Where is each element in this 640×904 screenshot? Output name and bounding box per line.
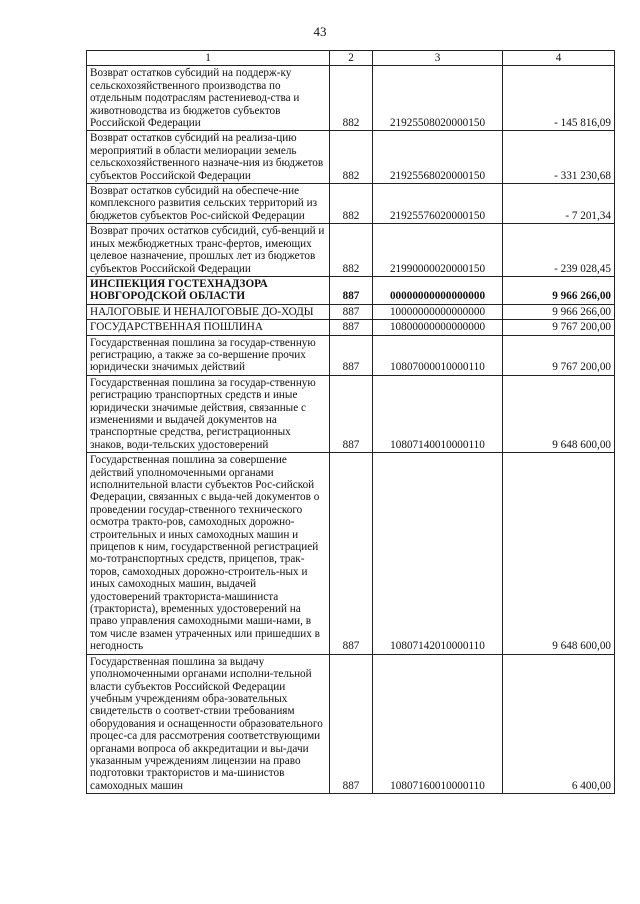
row-budget-code: 10807160010000110 [373,654,503,793]
row-budget-code: 00000000000000000 [373,276,503,304]
row-amount: - 145 816,09 [503,66,615,131]
row-admin-code: 887 [330,654,373,793]
row-budget-code: 10807142010000110 [373,453,503,655]
row-budget-code: 21990000020000150 [373,224,503,277]
table-row [87,654,615,793]
row-amount: 9 648 600,00 [503,453,615,655]
row-amount: 9 966 266,00 [503,304,615,319]
row-budget-code: 10000000000000000 [373,304,503,319]
table-row [87,320,615,335]
row-admin-code: 882 [330,131,373,184]
row-budget-code: 10807000010000110 [373,335,503,375]
table-row [87,184,615,224]
row-budget-code: 21925568020000150 [373,131,503,184]
row-admin-code: 887 [330,453,373,655]
row-name: Возврат остатков субсидий на реализа-цию мероприятий в области мелиорации земель сельскохозяйственного назначе-ния из бюджетов субъектов Российской Федерации [87,131,330,184]
row-name: Государственная пошлина за совершение действий уполномоченными органами исполнительной власти субъектов Рос-сийской Федерации, связанных с выда-чей документов о проведении государ-ственного технического осмотра тракто-ров, самоходных дорожно-строительных и иных самоходных машин и прицепов к ним, государственной регистрацией мо-тотранспортных средств, прицепов, трак-торов, самоходных дорожно-строитель-ных и иных самоходных машин, выдачей удостоверений тракториста-машиниста (тракториста), временных удостоверений на право управления самоходными маши-нами, в том числе взамен утраченных или пришедших в негодность [87,453,330,655]
row-admin-code: 887 [330,335,373,375]
row-amount: - 331 230,68 [503,131,615,184]
revenue-table [86,50,615,794]
table-row [87,453,615,655]
table-row [87,375,615,452]
row-admin-code: 882 [330,66,373,131]
row-name: Возврат прочих остатков субсидий, суб-венций и иных межбюджетных транс-фертов, имеющих целевое назначение, прошлых лет из бюджетов субъектов Российской Федерации [87,224,330,277]
row-name: НАЛОГОВЫЕ И НЕНАЛОГОВЫЕ ДО-ХОДЫ [87,304,330,319]
table-header-row [87,51,615,66]
header-col-2: 2 [330,51,373,66]
row-name: ИНСПЕКЦИЯ ГОСТЕХНАДЗОРА НОВГОРОДСКОЙ ОБЛАСТИ [87,276,330,304]
row-name: Государственная пошлина за государ-ственную регистрацию, а также за со-вершение прочих юридически значимых действий [87,335,330,375]
row-name: Возврат остатков субсидий на поддерж-ку сельскохозяйственного производства по отдельным подотраслям растениевод-ства и животноводства из бюджетов субъектов Российской Федерации [87,66,330,131]
row-admin-code: 882 [330,224,373,277]
row-admin-code: 887 [330,276,373,304]
table-row [87,224,615,277]
row-amount: 6 400,00 [503,654,615,793]
row-name: ГОСУДАРСТВЕННАЯ ПОШЛИНА [87,320,330,335]
header-col-1: 1 [87,51,330,66]
row-budget-code: 21925576020000150 [373,184,503,224]
row-amount: 9 648 600,00 [503,375,615,452]
table-row [87,304,615,319]
row-admin-code: 887 [330,304,373,319]
row-budget-code: 10800000000000000 [373,320,503,335]
row-name: Возврат остатков субсидий на обеспече-ние комплексного развития сельских территорий из бюджетов субъектов Рос-сийской Федерации [87,184,330,224]
row-amount: - 7 201,34 [503,184,615,224]
row-admin-code: 887 [330,320,373,335]
row-name: Государственная пошлина за государ-ственную регистрацию транспортных средств и иные юридически значимые действия, связанные с изменениями и выдачей документов на транспортные средства, регистрационных знаков, води-тельских удостоверений [87,375,330,452]
table-row [87,66,615,131]
row-budget-code: 21925508020000150 [373,66,503,131]
row-amount: 9 966 266,00 [503,276,615,304]
header-col-4: 4 [503,51,615,66]
table-row-section-header [87,276,615,304]
row-amount: 9 767 200,00 [503,335,615,375]
header-col-3: 3 [373,51,503,66]
row-admin-code: 887 [330,375,373,452]
row-admin-code: 882 [330,184,373,224]
page-number: 43 [313,24,327,39]
row-amount: 9 767 200,00 [503,320,615,335]
row-budget-code: 10807140010000110 [373,375,503,452]
row-name: Государственная пошлина за выдачу уполномоченными органами исполни-тельной власти субъектов Российской Федерации учебным учреждениям обра-зовательных свидетельств о соответ-ствии требованиям оборудования и оснащенности образовательного процес-са для рассмотрения соответствующими органами вопроса об аккредитации и вы-дачи указанным учреждениям лицензии на право подготовки трактористов и ма-шинистов самоходных машин [87,654,330,793]
table-row [87,131,615,184]
table-row [87,335,615,375]
row-amount: - 239 028,45 [503,224,615,277]
